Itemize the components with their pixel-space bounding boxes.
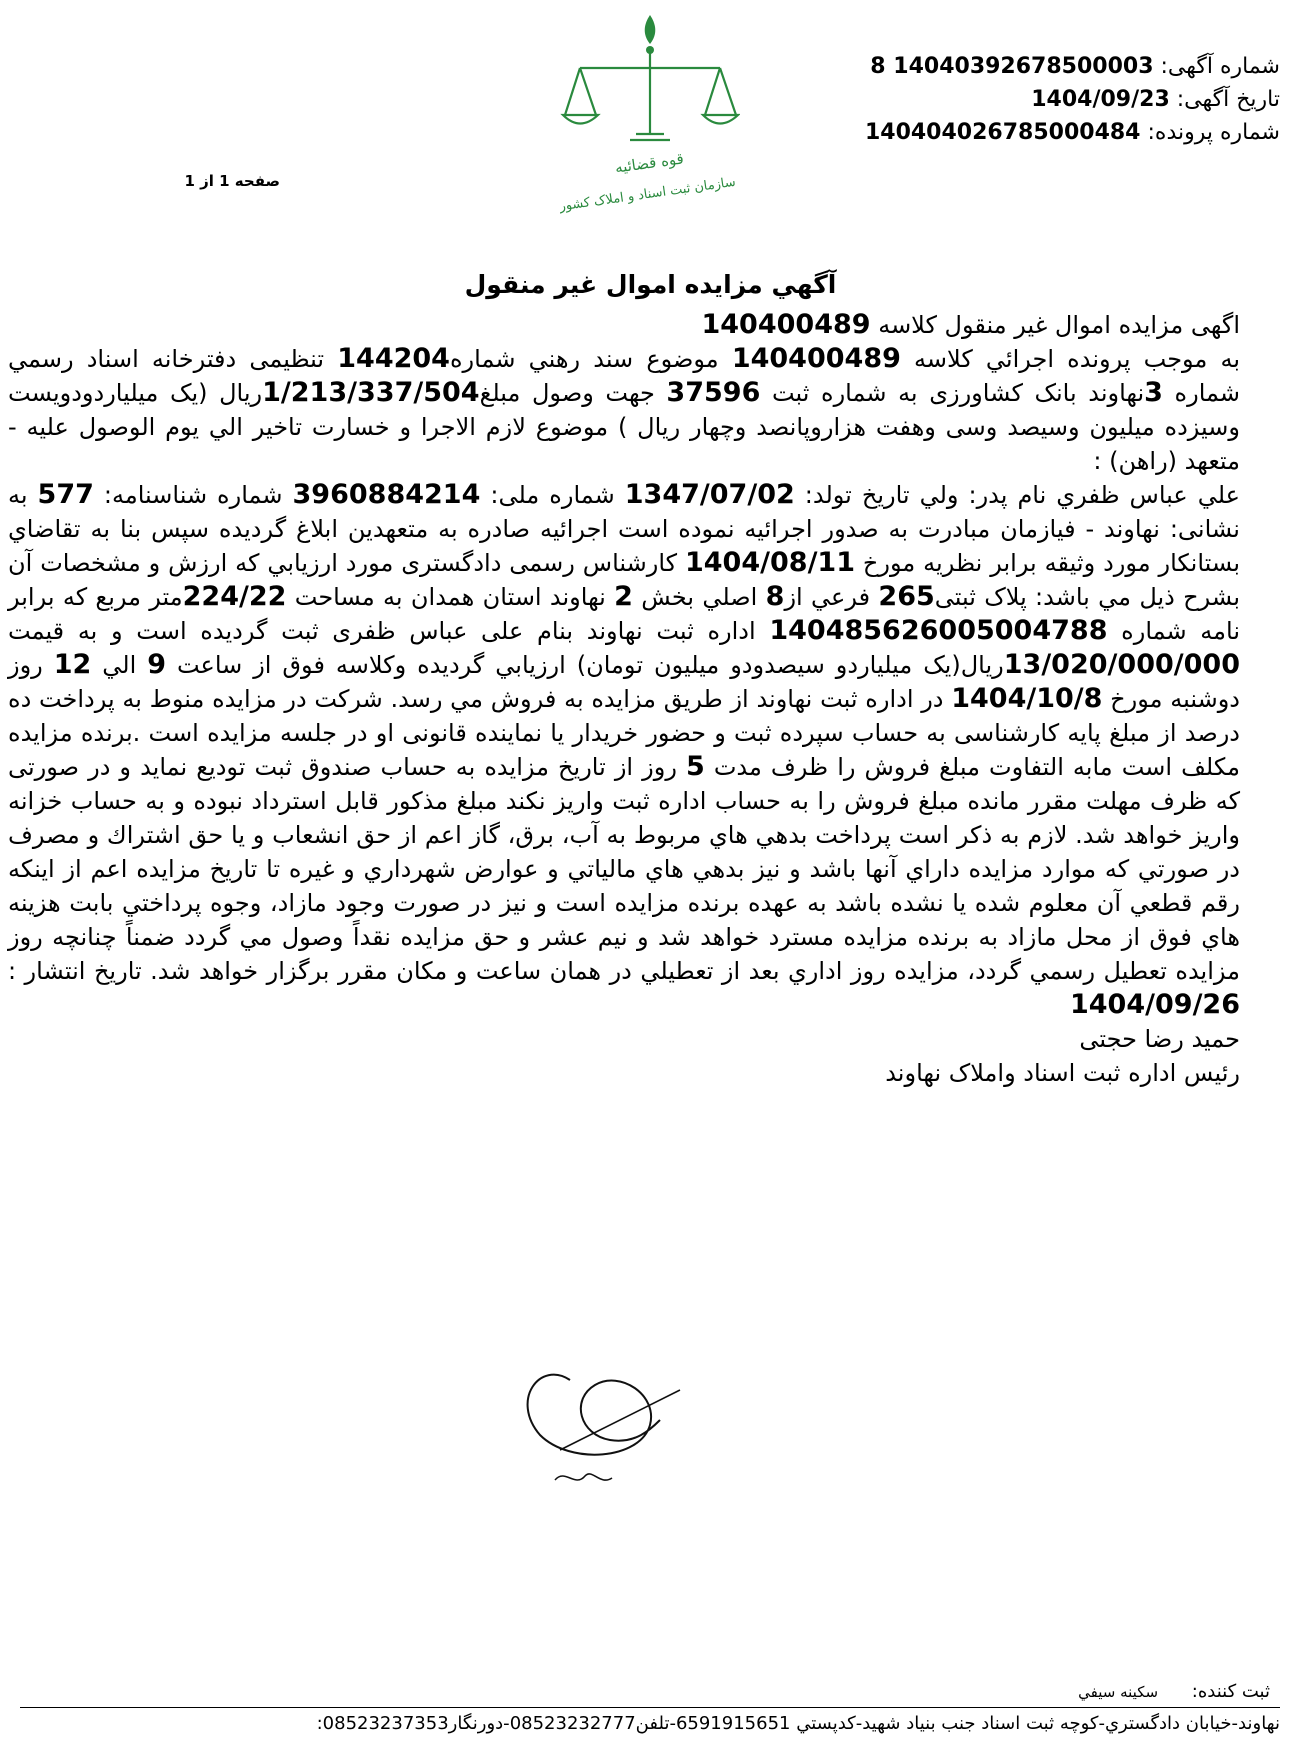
notice-text-run: نهاوند استان همدان به مساحت <box>286 583 615 611</box>
notice-text-run: ريال (یک میلیاردودویست وسیزده میلیون وسیصد وسی وهفت هزاروپانصد وچهار ريال ) موضوع لازم الاجرا و خسارت تاخير الي يوم الوصول عليه - متعهد (راهن) : <box>8 379 1240 475</box>
notice-number: 12 <box>53 649 92 680</box>
notice-number: 5 <box>685 751 705 782</box>
notice-text-run: علي عباس ظفري نام پدر: ولي تاريخ تولد: <box>794 481 1240 509</box>
notice-number: 8 <box>765 581 785 612</box>
notice-text-run: موضوع سند رهني شماره <box>449 345 732 373</box>
notice-text-run: ريال(یک میلیاردو سیصدودو میلیون تومان) ارزيابي گرديده وكلاسه فوق از ساعت <box>166 651 1004 679</box>
emblem-logo <box>560 10 740 225</box>
document-title: آگهي مزايده اموال غير منقول <box>464 270 837 299</box>
emblem-caption-top: قوه قضائیه <box>613 149 685 177</box>
ad-number-label: شماره آگهی: <box>1160 54 1280 79</box>
notice-paragraph-case <box>8 342 1240 478</box>
registrar-name: سکینه سیفي <box>1078 1683 1159 1701</box>
notice-body <box>8 308 1240 1090</box>
notice-number: 144204 <box>337 343 450 374</box>
notice-text-run: اداره ثبت نهاوند بنام علی عباس ظفری ثبت گرديده است و به قيمت <box>8 617 770 645</box>
file-number-label: شماره پرونده: <box>1147 120 1280 145</box>
notice-text-run: نهاوند بانک کشاورزی به شماره ثبت <box>760 379 1145 407</box>
notice-text-run: شماره ملی: <box>480 481 625 509</box>
ad-meta <box>760 50 1280 149</box>
ad-number-row <box>760 50 1280 83</box>
office-address: نهاوند-خيابان دادگستري-كوچه ثبت اسناد جنب بنياد شهيد-كدپستي 6591915651-تلفن08523232777-دورنگار08523237353: <box>316 1713 1280 1734</box>
notice-number: 140400489 <box>701 309 871 340</box>
page-indicator: صفحه 1 از 1 <box>184 172 280 190</box>
notice-text-run: در اداره ثبت نهاوند از طريق مزايده به فروش مي رسد. شركت در مزايده منوط به پرداخت ده درصد از مبلغ پايه كارشناسی به حساب سپرده ثبت و حضور خريدار يا نماينده قانونی او در جلسه مزايده است .برنده مزايده مكلف است مابه التفاوت مبلغ فروش را ظرف مدت <box>8 685 1240 781</box>
notice-number: 3 <box>1144 377 1163 408</box>
notice-number: 224/22 <box>182 581 287 612</box>
ad-date-label: تاریخ آگهی: <box>1176 87 1280 112</box>
notice-number: 1347/07/02 <box>624 479 795 510</box>
file-number-row <box>760 116 1280 149</box>
notice-number: 140400489 <box>731 343 901 374</box>
notice-heading-line <box>8 308 1240 342</box>
notice-paragraph-details <box>8 478 1240 1022</box>
notice-number: 1404/08/11 <box>684 547 855 578</box>
notice-number: 2 <box>614 581 633 612</box>
notice-text-run: اگهی مزایده اموال غیر منقول کلاسه <box>870 311 1240 339</box>
notice-number: 265 <box>878 581 935 612</box>
notice-number: 13/020/000/000 <box>1003 649 1240 680</box>
notice-text-run: تنظيمی دفترخانه اسناد رسمي شماره <box>8 345 1240 407</box>
notice-text-run: اصلي بخش <box>632 583 766 611</box>
notice-text-run: فرعي از <box>784 583 879 611</box>
registrar-label: ثبت کننده: <box>1191 1681 1270 1702</box>
file-number: 140404026785000484 <box>864 120 1141 145</box>
emblem-caption-bottom: سازمان ثبت اسناد و املاک کشور <box>560 174 737 215</box>
ad-date-row <box>760 83 1280 116</box>
notice-text-run: به نشانی: نهاوند - فیازمان مبادرت به صدور اجرائيه نموده است اجرائيه صادره به متعهدين ابلاغ گرديده سپس بنا به تقاضاي بستانکار مورد وثيقه برابر نظريه مورخ <box>8 481 1241 577</box>
handwritten-signature <box>500 1340 700 1500</box>
notice-text-run: شماره شناسنامه: <box>93 481 293 509</box>
notice-number: 140485626005004788 <box>769 615 1108 646</box>
notice-number: 3960884214 <box>292 479 481 510</box>
signer-title: رئيس اداره ثبت اسناد واملاک نهاوند <box>885 1059 1240 1087</box>
ad-date: 1404/09/23 <box>1031 87 1170 112</box>
ad-number: 14040392678500003 8 <box>870 54 1154 79</box>
notice-number: 577 <box>37 479 94 510</box>
notice-number: 1404/10/8 <box>951 683 1103 714</box>
notice-number: 37596 <box>666 377 761 408</box>
notice-text-run: روز دوشنبه مورخ <box>8 651 1240 713</box>
scales-of-justice-icon <box>560 10 740 225</box>
notice-text-run: جهت وصول مبلغ <box>479 379 667 407</box>
notice-text-run: کارشناس رسمی دادگستری مورد ارزيابي كه ارزش و مشخصات آن بشرح ذيل مي باشد: پلاک ثبتی <box>8 549 1241 611</box>
footer-divider <box>20 1707 1280 1708</box>
notice-text-run: متر مربع كه برابر نامه شماره <box>8 583 1240 645</box>
notice-number: 9 <box>147 649 166 680</box>
footer <box>20 1680 1280 1736</box>
notice-text-run: روز از تاريخ مزايده به حساب صندوق ثبت توديع نمايد و در صورتی كه ظرف مهلت مقرر مانده مبلغ فروش را به حساب اداره ثبت واريز نكند مبلغ مذكور قابل استرداد نبوده و به حساب خزانه واريز خواهد شد. لازم به ذکر است پرداخت بدهي هاي مربوط به آب، برق، گاز اعم از حق انشعاب و يا حق اشتراك و مصرف در صورتي كه موارد مزايده داراي آنها باشد و نيز بدهي هاي مالياتي و عوارض شهرداري و غيره تا تاريخ مزايده اعم از اينكه رقم قطعي آن معلوم شده يا نشده باشد به عهده برنده مزايده است و نيز در صورت وجود مازاد، وجوه پرداختي بابت هزينه هاي فوق از محل مازاد به برنده مزايده مسترد خواهد شد و نيم عشر و حق مزايده نقداً وصول مي گردد ضمناً چنانچه روز مزايده تعطيل رسمي گردد، مزايده روز اداري بعد از تعطيلي در همان ساعت و مكان مقرر برگزار خواهد شد. تاريخ انتشار : <box>8 753 1240 985</box>
registrar-row <box>20 1680 1280 1704</box>
notice-text-run: به موجب پرونده اجرائي كلاسه <box>900 345 1241 373</box>
notice-text-run: الي <box>91 651 148 679</box>
signer-name: حميد رضا حجتی <box>1079 1025 1240 1053</box>
notice-number: 1404/09/26 <box>1069 989 1240 1020</box>
notice-number: 1/213/337/504 <box>262 377 480 408</box>
